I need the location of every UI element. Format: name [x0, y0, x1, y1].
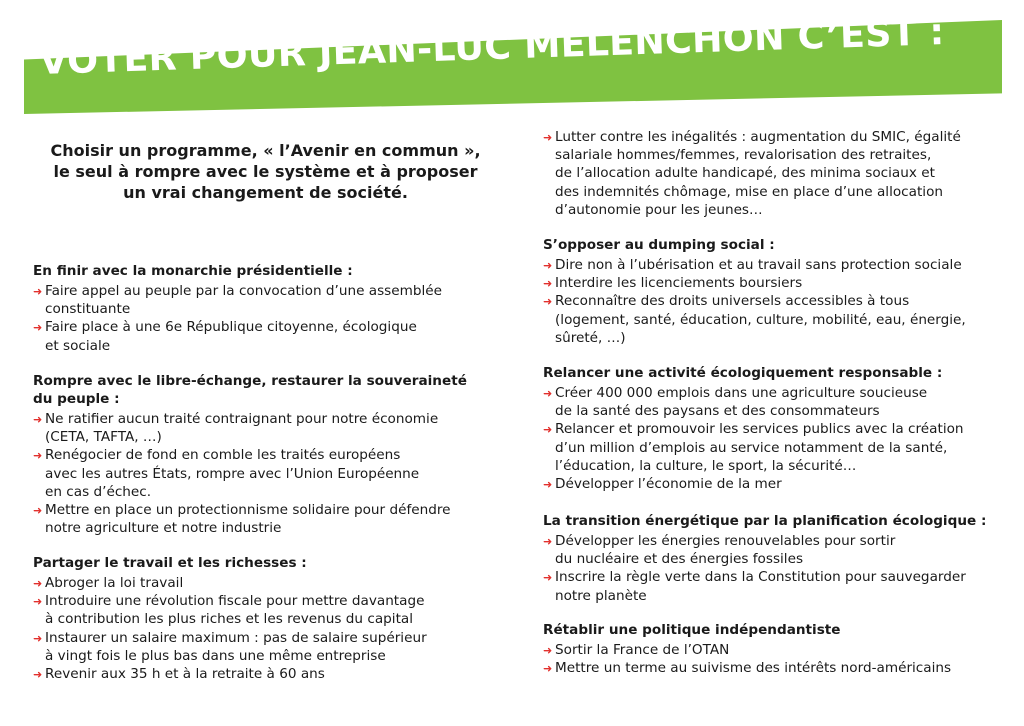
list-item: ➜ Créer 400 000 emplois dans une agriculture soucieuse de la santé des paysans et des consommateurs — [543, 385, 928, 420]
red-arrow-icon: ➜ — [543, 478, 553, 492]
list-item: ➜ Renégocier de fond en comble les traités européens avec les autres États, rompre avec l’Union Européenne en cas d’échec. — [33, 447, 420, 500]
page-title: VOTER POUR JEAN-LUC MÉLENCHON C’EST : — [38, 10, 945, 84]
section-libre-echange — [33, 372, 498, 537]
red-arrow-icon: ➜ — [33, 577, 43, 590]
red-arrow-icon: ➜ — [33, 668, 43, 682]
red-arrow-icon: ➜ — [33, 413, 43, 426]
red-arrow-icon: ➜ — [543, 423, 553, 437]
red-arrow-icon: ➜ — [33, 321, 43, 335]
section-ecologie — [543, 364, 1003, 493]
red-arrow-icon: ➜ — [543, 387, 553, 400]
red-arrow-icon: ➜ — [543, 662, 553, 676]
section-heading: Relancer une activité écologiquement responsable : — [543, 365, 943, 381]
section-heading: S’opposer au dumping social : — [543, 237, 775, 253]
red-arrow-icon: ➜ — [33, 631, 43, 645]
red-arrow-icon: ➜ — [543, 571, 553, 585]
section-independance — [543, 621, 1003, 677]
intro-statement: Choisir un programme, « l’Avenir en commun », le seul à rompre avec le système et à proposer un vrai changement de société. — [50, 141, 481, 202]
list-item: ➜ Abroger la loi travail — [33, 574, 498, 592]
list-item: ➜ Instaurer un salaire maximum : pas de salaire supérieur à vingt fois le plus bas dans une même entreprise — [33, 629, 427, 664]
section-partager — [33, 554, 498, 683]
section-inegalites — [543, 128, 1003, 219]
list-item: ➜ Revenir aux 35 h et à la retraite à 60 ans — [33, 665, 498, 683]
list-item: ➜ Relancer et promouvoir les services publics avec la création d’un million d’emplois au service notamment de la santé, l’éducation, la culture, le sport, la sécurité… — [543, 421, 964, 474]
list-item: ➜ Dire non à l’ubérisation et au travail sans protection sociale — [543, 256, 1003, 274]
list-item: ➜ Sortir la France de l’OTAN — [543, 641, 1003, 659]
red-arrow-icon: ➜ — [33, 285, 43, 298]
list-item: ➜ Développer les énergies renouvelables pour sortir du nucléaire et des énergies fossiles — [543, 533, 896, 568]
section-dumping — [543, 236, 1003, 347]
red-arrow-icon: ➜ — [543, 535, 553, 548]
red-arrow-icon: ➜ — [543, 259, 553, 272]
section-heading: En finir avec la monarchie présidentielle : — [33, 263, 353, 279]
red-arrow-icon: ➜ — [543, 295, 553, 309]
red-arrow-icon: ➜ — [543, 131, 553, 144]
red-arrow-icon: ➜ — [33, 449, 43, 463]
section-heading: Partager le travail et les richesses : — [33, 555, 307, 571]
list-item: ➜ Développer l’économie de la mer — [543, 475, 1003, 493]
list-item: ➜ Interdire les licenciements boursiers — [543, 274, 1003, 292]
list-item: ➜ Introduire une révolution fiscale pour mettre davantage à contribution les plus riches et les revenus du capital — [33, 593, 425, 628]
red-arrow-icon: ➜ — [33, 595, 43, 609]
section-heading: Rompre avec le libre-échange, restaurer la souveraineté du peuple : — [33, 373, 467, 407]
list-item: ➜ Faire place à une 6e République citoyenne, écologique et sociale — [33, 319, 417, 354]
red-arrow-icon: ➜ — [33, 504, 43, 518]
list-item: ➜ Faire appel au peuple par la convocation d’une assemblée constituante — [33, 283, 442, 318]
list-item: ➜ Reconnaître des droits universels accessibles à tous (logement, santé, éducation, culture, mobilité, eau, énergie, sûreté, …) — [543, 293, 966, 346]
list-item: ➜ Ne ratifier aucun traité contraignant pour notre économie (CETA, TAFTA, …) — [33, 411, 439, 446]
section-monarchie — [33, 262, 498, 355]
red-arrow-icon: ➜ — [543, 277, 553, 291]
section-transition — [543, 512, 1003, 605]
section-heading: La transition énergétique par la planification écologique : — [543, 513, 987, 529]
section-heading: Rétablir une politique indépendantiste — [543, 622, 841, 638]
list-item: ➜ Mettre un terme au suivisme des intérêts nord-américains — [543, 659, 1003, 677]
red-arrow-icon: ➜ — [543, 644, 553, 657]
list-item: ➜ Inscrire la règle verte dans la Constitution pour sauvegarder notre planète — [543, 569, 966, 604]
list-item: ➜ Lutter contre les inégalités : augmentation du SMIC, égalité salariale hommes/femmes, revalorisation des retraites, de l’allocation adulte handicapé, des minima sociaux et des indemnités chômage, mise en place d’une allocation d’autonomie pour les jeunes… — [543, 129, 961, 218]
list-item: ➜ Mettre en place un protectionnisme solidaire pour défendre notre agriculture et notre industrie — [33, 502, 451, 537]
